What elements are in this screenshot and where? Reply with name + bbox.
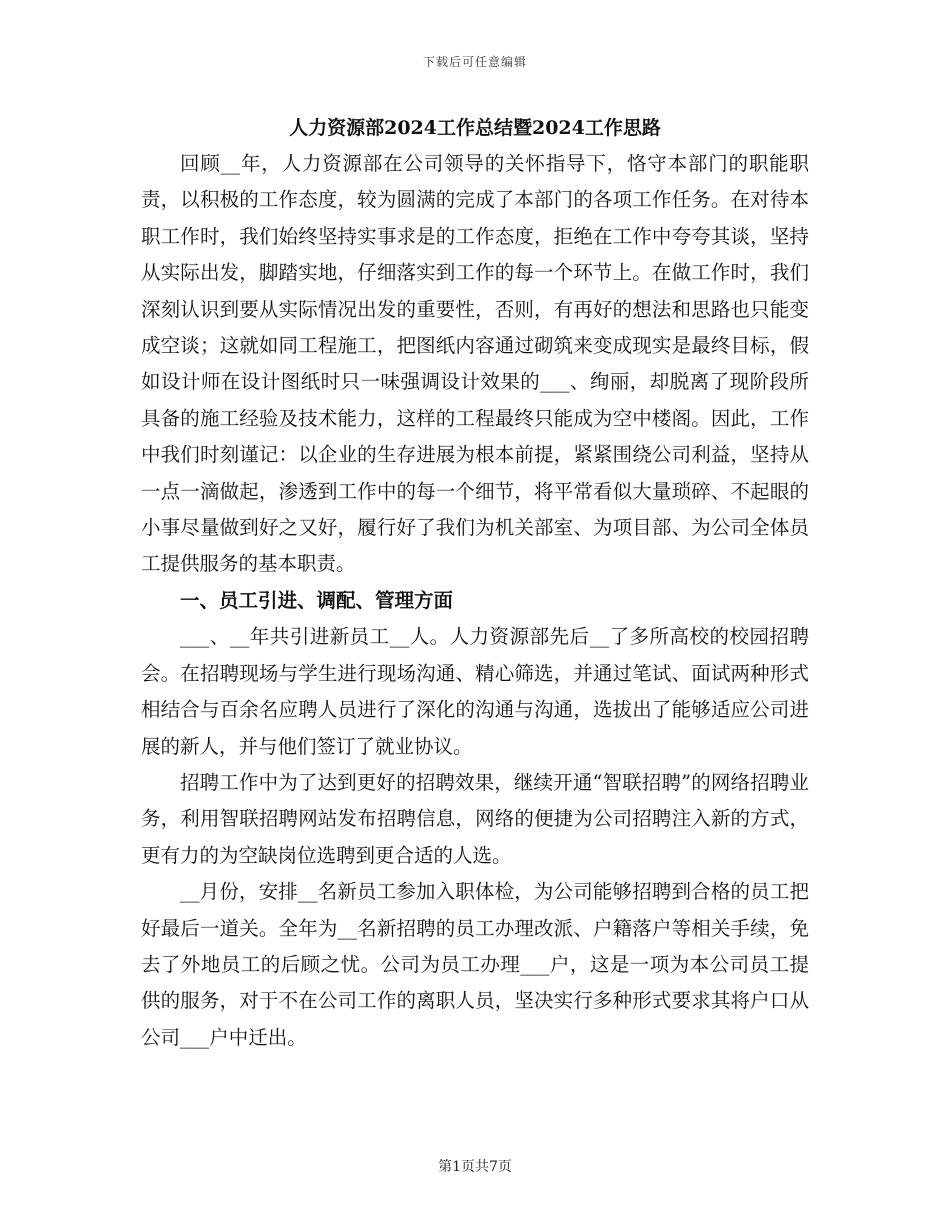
document-body xyxy=(141,146,809,1056)
section-heading: 一、员工引进、调配、管理方面 xyxy=(180,588,454,612)
section-paragraph: ___、__年共引进新员工__人。人力资源部先后__了多所高校的校园招聘会。在招聘现场与学生进行现场沟通、精心筛选，并通过笔试、面试两种形式相结合与百余名应聘人员进行了深化的沟通与沟通，选拔出了能够适应公司进展的新人，并与他们签订了就业协议。 xyxy=(141,625,809,758)
intro-paragraph: 回顾__年，人力资源部在公司领导的关怀指导下，恪守本部门的职能职责，以积极的工作态度，较为圆满的完成了本部门的各项工作任务。在对待本职工作时，我们始终坚持实事求是的工作态度，拒绝在工作中夸夸其谈，坚持从实际出发，脚踏实地，仔细落实到工作的每一个环节上。在做工作时，我们深刻认识到要从实际情况出发的重要性，否则，有再好的想法和思路也只能变成空谈；这就如同工程施工，把图纸内容通过砌筑来变成现实是最终目标，假如设计师在设计图纸时只一味强调设计效果的___、绚丽，却脱离了现阶段所具备的施工经验及技术能力，这样的工程最终只能成为空中楼阁。因此，工作中我们时刻谨记：以企业的生存进展为根本前提，紧紧围绕公司利益，坚持从一点一滴做起，渗透到工作中的每一个细节，将平常看似大量琐碎、不起眼的小事尽量做到好之又好，履行好了我们为机关部室、为项目部、为公司全体员工提供服务的基本职责。 xyxy=(141,152,809,576)
page-number: 第1页共7页 xyxy=(438,1159,512,1175)
section-paragraph: __月份，安排__名新员工参加入职体检，为公司能够招聘到合格的员工把好最后一道关。全年为__名新招聘的员工办理改派、户籍落户等相关手续，免去了外地员工的后顾之忧。公司为员工办理___户，这是一项为本公司员工提供的服务，对于不在公司工作的离职人员，坚决实行多种形式要求其将户口从公司___户中迁出。 xyxy=(141,880,809,1049)
section-paragraph: 招聘工作中为了达到更好的招聘效果，继续开通“智联招聘”的网络招聘业务，利用智联招聘网站发布招聘信息，网络的便捷为公司招聘注入新的方式，更有力的为空缺岗位选聘到更合适的人选。 xyxy=(141,770,809,867)
document-title: 人力资源部2024工作总结暨2024工作思路 xyxy=(289,117,661,139)
page-header-note: 下载后可任意编辑 xyxy=(422,55,527,69)
